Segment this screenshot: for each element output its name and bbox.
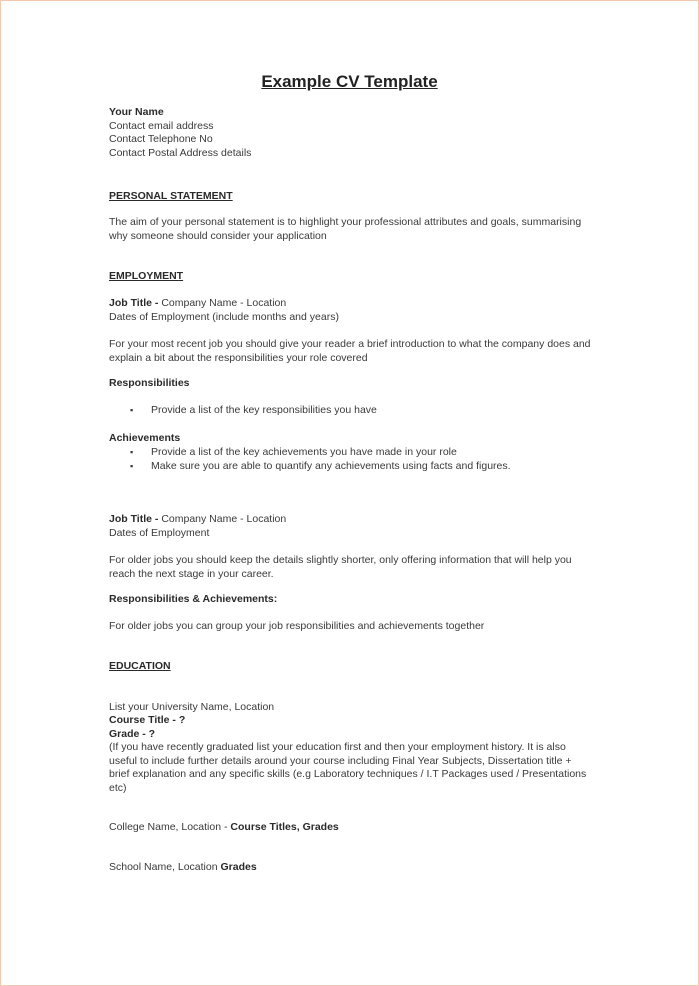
job2-title-line xyxy=(109,513,286,527)
job1-achievements-heading: Achievements xyxy=(109,432,181,444)
list-item: ▪ Make sure you are able to quantify any achievements using facts and figures. xyxy=(109,460,511,474)
education-school xyxy=(109,861,257,875)
employment-heading: EMPLOYMENT xyxy=(109,270,184,282)
school-name: School Name, Location xyxy=(109,861,221,873)
job1-title: Job Title - xyxy=(109,297,159,309)
job2-title: Job Title - xyxy=(109,513,159,525)
education-university: List your University Name, Location xyxy=(109,701,275,713)
job2-intro: For older jobs you should keep the details slightly shorter, only offering information that will help you reach the next stage in your career. xyxy=(109,554,572,580)
college-name: College Name, Location - xyxy=(109,821,231,833)
personal-statement-heading: PERSONAL STATEMENT xyxy=(109,190,233,202)
college-courses: Course Titles, Grades xyxy=(230,821,339,833)
education-note: (If you have recently graduated list your education first and then your employment history. It is also useful to include further details around your course including Final Year Subjects, Dissertation title + brief explanation and any specific skills (e.g Laboratory techniques / I.T Packages used / Presentations etc) xyxy=(109,741,587,794)
education-course: Course Title - ? xyxy=(109,714,186,726)
list-item: ▪ Provide a list of the key achievements you have made in your role xyxy=(109,446,511,460)
education-heading: EDUCATION xyxy=(109,660,171,672)
job1-title-line xyxy=(109,297,286,311)
contact-phone: Contact Telephone No xyxy=(109,133,213,146)
job2-dates: Dates of Employment xyxy=(109,527,210,539)
contact-email: Contact email address xyxy=(109,119,214,132)
job1-responsibilities-list xyxy=(109,404,377,418)
contact-address: Contact Postal Address details xyxy=(109,146,252,159)
job1-intro: For your most recent job you should give your reader a brief introduction to what the company does and explain a bit about the responsibilities your role covered xyxy=(109,338,591,364)
contact-block xyxy=(109,106,251,160)
job1-responsibilities-heading: Responsibilities xyxy=(109,377,190,389)
job2-company: Company Name - Location xyxy=(158,513,287,525)
contact-name: Your Name xyxy=(109,106,164,118)
list-item: ▪ Provide a list of the key responsibilities you have xyxy=(109,404,377,418)
school-grades: Grades xyxy=(220,861,257,873)
job2-resp-ach-heading: Responsibilities & Achievements: xyxy=(109,593,278,605)
education-grade: Grade - ? xyxy=(109,728,156,740)
education-college xyxy=(109,821,339,835)
job1-company: Company Name - Location xyxy=(158,297,287,309)
job2-resp-ach-text: For older jobs you can group your job responsibilities and achievements together xyxy=(109,620,485,632)
job1-dates: Dates of Employment (include months and years) xyxy=(109,311,339,323)
job1-achievements-list xyxy=(109,446,511,473)
page-title: Example CV Template xyxy=(261,72,438,91)
personal-statement-text: The aim of your personal statement is to highlight your professional attributes and goals, summarising why someone should consider your application xyxy=(109,216,582,242)
